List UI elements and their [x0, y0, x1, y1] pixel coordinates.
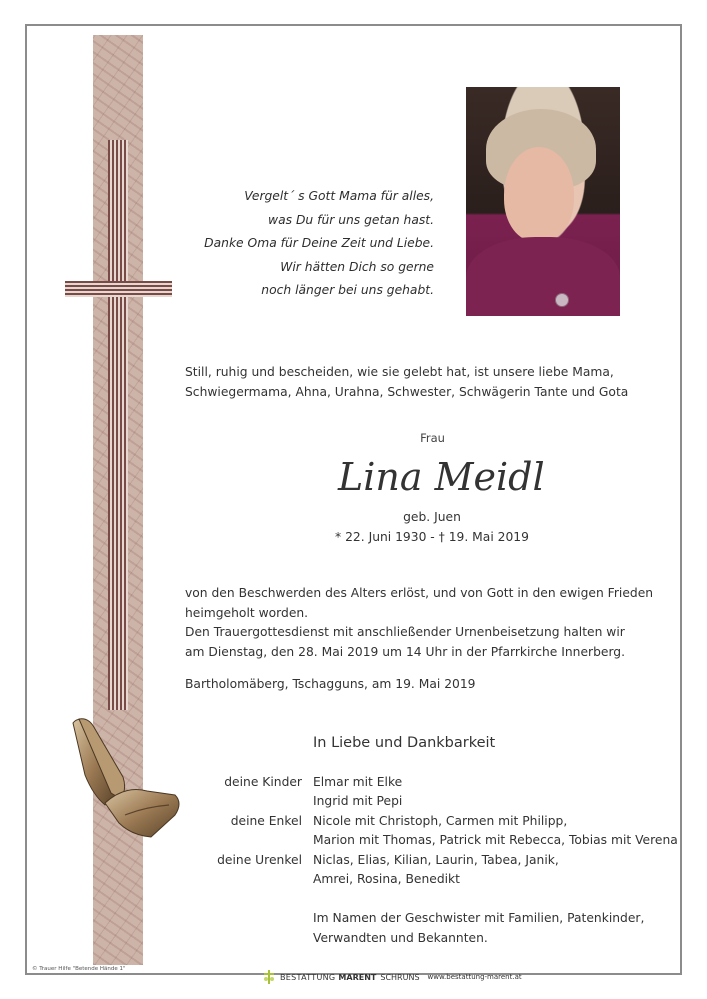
footer-website-link[interactable]: www.bestattung-marent.at — [427, 973, 522, 981]
funeral-home-footer — [263, 968, 522, 986]
family-names: Elmar mit Elke — [313, 775, 403, 789]
intro-text — [185, 362, 628, 402]
family-names: Marion mit Thomas, Patrick mit Rebecca, Tobias mit Verena — [313, 833, 678, 848]
place-date: Bartholomäberg, Tschagguns, am 19. Mai 2019 — [185, 677, 476, 691]
poem-line: Danke Oma für Deine Zeit und Liebe. — [204, 236, 434, 251]
closing-line: Im Namen der Geschwister mit Familien, Patenkinder, — [313, 911, 645, 925]
intro-line: Schwiegermama, Ahna, Urahna, Schwester, Schwägerin Tante und Gota — [185, 385, 629, 399]
image-credit: © Trauer Hilfe "Betende Hände 1" — [32, 966, 126, 972]
footer-brand: BESTATTUNG — [280, 972, 336, 982]
funeral-home-logo-icon — [263, 970, 275, 984]
family-row — [0, 872, 707, 891]
cross-horizontal-beam — [65, 281, 172, 297]
announcement-line: am Dienstag, den 28. Mai 2019 um 14 Uhr in der Pfarrkirche Innerberg. — [185, 644, 626, 659]
family-row — [0, 794, 707, 813]
title-text — [0, 431, 707, 445]
family-label: deine Kinder — [224, 775, 302, 789]
announcement-line: heimgeholt worden. — [185, 605, 309, 620]
life-dates: * 22. Juni 1930 - † 19. Mai 2019 — [335, 530, 529, 544]
footer-brand-bold: MARENT — [338, 972, 377, 982]
cross-vertical-beam — [108, 140, 128, 710]
deceased-name: Lina Meidl — [338, 455, 545, 499]
family-row — [0, 833, 707, 852]
closing-line: Verwandten und Bekannten. — [313, 931, 488, 945]
portrait-photo — [466, 87, 620, 316]
poem-line: Vergelt´ s Gott Mama für alles, — [244, 189, 434, 203]
footer-town: SCHRUNS — [380, 972, 420, 982]
family-label: deine Enkel — [230, 813, 302, 828]
poem-line: was Du für uns getan hast. — [268, 212, 434, 227]
family-names: Nicole mit Christoph, Carmen mit Philipp, — [313, 813, 568, 828]
family-row — [0, 775, 707, 794]
intro-line: Still, ruhig und bescheiden, wie sie gelebt hat, ist unsere liebe Mama, — [185, 365, 614, 379]
poem-line: noch länger bei uns gehabt. — [261, 283, 434, 298]
birth-name: geb. Juen — [403, 510, 461, 524]
family-label: deine Urenkel — [217, 852, 302, 867]
family-list — [0, 775, 707, 891]
poem — [204, 185, 434, 303]
family-row — [0, 853, 707, 872]
poem-line: Wir hätten Dich so gerne — [280, 259, 434, 274]
family-names: Niclas, Elias, Kilian, Laurin, Tabea, Janik, — [313, 852, 559, 867]
family-names: Ingrid mit Pepi — [313, 794, 403, 809]
announcement-text — [185, 584, 653, 662]
announcement-line: von den Beschwerden des Alters erlöst, und von Gott in den ewigen Frieden — [185, 586, 654, 600]
announcement-line: Den Trauergottesdienst mit anschließender Urnenbeisetzung halten wir — [185, 625, 625, 640]
love-heading: In Liebe und Dankbarkeit — [313, 735, 496, 751]
family-names: Amrei, Rosina, Benedikt — [313, 871, 460, 886]
family-row — [0, 814, 707, 833]
closing-text — [313, 908, 644, 948]
title-label: Frau — [420, 431, 445, 445]
